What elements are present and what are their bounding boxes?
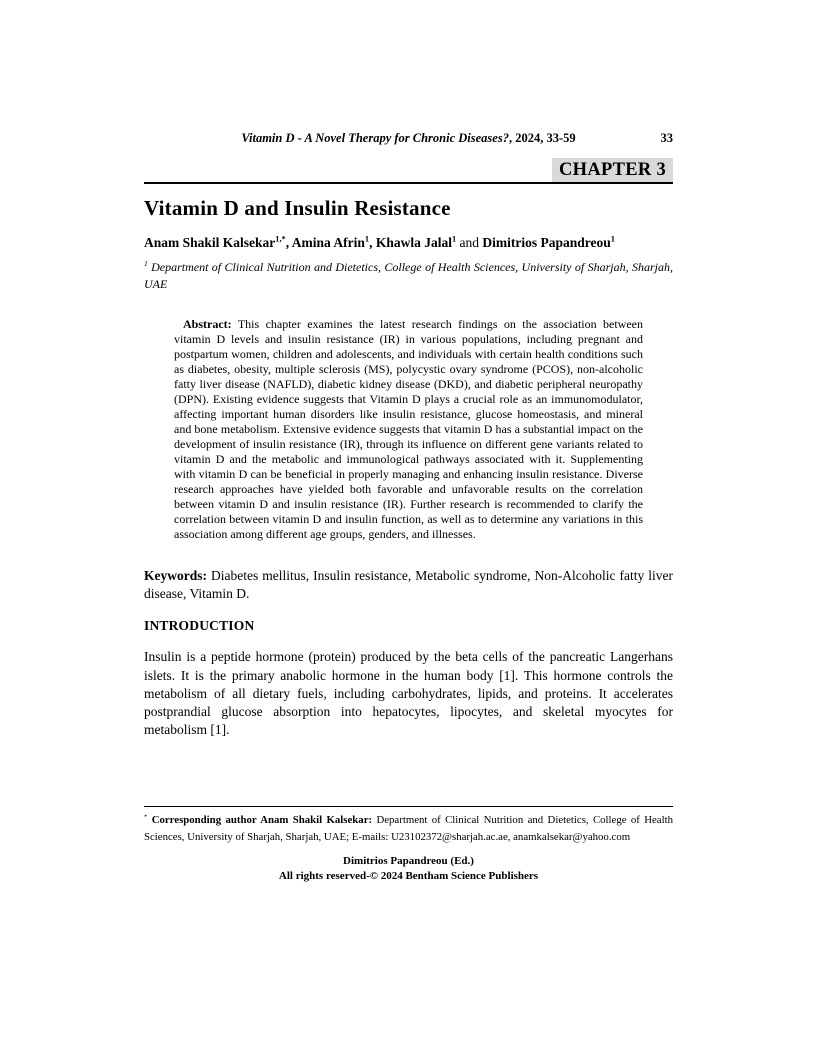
imprint-rights: All rights reserved-© 2024 Bentham Science Publishers [278, 870, 539, 883]
affiliation-text: Department of Clinical Nutrition and Dietetics, College of Health Sciences, University of Sharjah, Sharjah, UAE [144, 259, 673, 291]
introduction-paragraph: Insulin is a peptide hormone (protein) produced by the beta cells of the pancreatic Langerhans islets. It is the primary anabolic hormone in the human body [1]. This hormone controls the metabolism of all dietary fuels, including carbohydrates, lipids, and proteins. It accelerates postprandial glucose absorption into hepatocytes, lipocytes, and skeletal myocytes for metabolism [1]. [144, 649, 673, 737]
text-column [144, 0, 673, 739]
corresponding-author-footnote [144, 806, 673, 845]
author-sup-4: 1 [610, 234, 615, 244]
authors-line [144, 234, 673, 252]
authors-connector: and [456, 235, 483, 250]
running-header-citation [241, 131, 575, 145]
imprint-editor: Dimitrios Papandreou (Ed.) [343, 855, 474, 868]
author-sup-3: 1 [451, 234, 457, 244]
citation-suffix: , 2024, 33-59 [508, 131, 576, 145]
abstract [174, 317, 643, 541]
footer-block [144, 806, 673, 884]
page-number: 33 [660, 131, 673, 145]
running-header [144, 131, 673, 147]
author-name-1: Anam Shakil Kalsekar [144, 235, 276, 250]
author-sup-1: 1,* [275, 234, 286, 244]
author-name-4: Dimitrios Papandreou [482, 235, 611, 250]
author-sup-2: 1 [364, 234, 370, 244]
author-separator: , [369, 235, 376, 250]
chapter-label: CHAPTER 3 [552, 158, 673, 182]
footnote-marker: * [144, 813, 148, 821]
keywords-text: Diabetes mellitus, Insulin resistance, Metabolic syndrome, Non-Alcoholic fatty liver disease, Vitamin D. [144, 568, 673, 602]
affiliation [144, 259, 673, 293]
author-name-3: Khawla Jalal [375, 235, 452, 250]
section-heading-introduction: INTRODUCTION [144, 618, 255, 634]
author-name-2: Amina Afrin [291, 235, 365, 250]
book-title: Vitamin D - A Novel Therapy for Chronic Diseases? [241, 131, 509, 145]
keywords-label: Keywords: [144, 568, 207, 584]
keywords [144, 567, 673, 603]
chapter-row [144, 158, 673, 184]
author-separator: , [285, 235, 292, 250]
footnote-text: Department of Clinical Nutrition and Dietetics, College of Health Sciences, University of Sharjah, Sharjah, UAE; E-mails: U23102372@sharjah.ac.ae, anamkalsekar@yahoo.com [144, 814, 673, 843]
footnote-label: Corresponding author Anam Shakil Kalsekar: [147, 814, 373, 826]
imprint [144, 854, 673, 884]
affiliation-sup: 1 [144, 258, 148, 268]
abstract-text: This chapter examines the latest research findings on the association between vitamin D levels and insulin resistance (IR) in various populations, including pregnant and postpartum women, children and adolescents, and individuals with certain health conditions such as diabetes, obesity, multiple sclerosis (MS), polycystic ovary syndrome (PCOS), non-alcoholic fatty liver disease (NAFLD), diabetic kidney disease (DKD), and diabetic peripheral neuropathy (DPN). Existing evidence suggests that Vitamin D plays a crucial role as an immunomodulator, affecting important human disorders like insulin resistance, glucose homeostasis, and mineral and bone metabolism. Extensive evidence suggests that vitamin D has a substantial impact on the development of insulin resistance (IR), through its influence on different gene variants related to vitamin D and the metabolic and immunological pathways associated with it. Supplementing with vitamin D can be beneficial in properly managing and enhancing insulin resistance. Diverse research approaches have yielded both favorable and unfavorable results on the correlation between vitamin D and insulin resistance (IR). Further research is recommended to clarify the correlation between vitamin D and insulin function, as well as to determine any variations in this association among different age groups, genders, and illnesses. [174, 317, 643, 541]
abstract-label: Abstract: [183, 317, 232, 332]
chapter-title: Vitamin D and Insulin Resistance [144, 196, 451, 220]
